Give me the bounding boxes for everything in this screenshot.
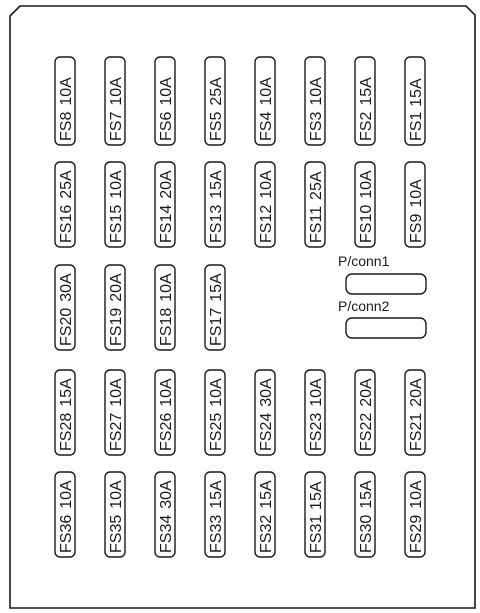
fuse-id: FS17 (208, 307, 225, 346)
fuse-rating: 10A (208, 378, 225, 407)
fuse-id: FS25 (208, 412, 225, 451)
fuse-id: FS9 (408, 213, 425, 243)
fuse-id: FS7 (108, 111, 125, 141)
fuse-label (208, 480, 225, 553)
fuse-id: FS4 (258, 111, 275, 141)
fuse-id: FS2 (358, 111, 375, 141)
fuse-rating: 10A (158, 378, 175, 407)
fuse-fs13 (205, 162, 225, 247)
fuse-rating: 10A (58, 77, 75, 106)
fuse-rating: 10A (258, 77, 275, 106)
fuse-label (408, 378, 425, 451)
fuse-label (58, 378, 75, 451)
fuse-rating: 10A (258, 170, 275, 199)
fuse-id: FS32 (258, 514, 275, 553)
fuse-fs19 (105, 265, 125, 350)
fuse-id: FS34 (158, 514, 175, 553)
fuse-rating: 15A (258, 480, 275, 509)
fuse-rating: 10A (108, 480, 125, 509)
fuse-id: FS1 (408, 112, 425, 141)
fuse-id: FS23 (308, 412, 325, 451)
fuse-fs36 (55, 472, 75, 557)
fuse-id: FS19 (108, 307, 125, 346)
fuse-label (358, 480, 375, 553)
connector-label: P/conn2 (338, 298, 390, 314)
fuse-rating: 15A (58, 378, 75, 407)
fuse-id: FS6 (158, 111, 175, 141)
fuse-label (408, 480, 425, 553)
fuse-id: FS13 (208, 204, 225, 243)
fuse-label (208, 170, 225, 243)
fuse-rating: 20A (158, 170, 175, 199)
fuse-label (358, 170, 375, 243)
fuse-id: FS36 (58, 514, 75, 553)
fuse-rating: 20A (358, 378, 375, 407)
fuse-fs18 (155, 265, 175, 350)
fuse-id: FS12 (258, 204, 275, 243)
fuse-fs31 (305, 472, 325, 557)
fuse-id: FS28 (58, 412, 75, 451)
fuse-rating: 25A (58, 170, 75, 199)
fuse-rating: 30A (58, 273, 75, 302)
fuse-rating: 20A (108, 273, 125, 302)
fuse-rating: 30A (158, 480, 175, 509)
fuse-fs25 (205, 370, 225, 455)
fuse-fs16 (55, 162, 75, 247)
fuse-fs7 (105, 57, 125, 145)
fuse-id: FS5 (208, 111, 225, 141)
fuse-fs26 (155, 370, 175, 455)
fuse-id: FS11 (308, 205, 325, 243)
connector-label: P/conn1 (338, 253, 390, 269)
fuse-fs1 (405, 57, 425, 145)
fuse-id: FS22 (358, 412, 375, 451)
fuse-label (258, 170, 275, 243)
fuse-label (358, 378, 375, 451)
fuse-fs30 (355, 472, 375, 557)
fuse-rating: 15A (308, 481, 325, 510)
fuse-id: FS14 (158, 204, 175, 243)
fuse-label (58, 170, 75, 243)
fuse-rating: 10A (308, 77, 325, 106)
fuse-id: FS27 (108, 412, 125, 451)
fuse-label (158, 378, 175, 451)
connector-socket (346, 318, 426, 338)
fuse-rating: 10A (158, 273, 175, 302)
fuse-id: FS15 (108, 204, 125, 243)
fuse-rating: 10A (308, 378, 325, 407)
fuse-id: FS20 (58, 307, 75, 346)
fuse-id: FS10 (358, 204, 375, 243)
fuse-label (308, 378, 325, 451)
fuse-fs9 (405, 162, 425, 247)
fuse-label (58, 273, 75, 346)
fuse-fs15 (105, 162, 125, 247)
fuse-label (158, 170, 175, 243)
fuse-id: FS35 (108, 514, 125, 553)
fuse-fs5 (205, 57, 225, 145)
fuse-label (258, 378, 275, 451)
fuse-rating: 15A (208, 170, 225, 199)
fuse-rating: 10A (158, 77, 175, 106)
fuse-label (158, 480, 175, 553)
fuse-label (258, 480, 275, 553)
fuse-rating: 15A (208, 480, 225, 509)
fuse-rating: 15A (408, 78, 425, 107)
fuse-id: FS30 (358, 514, 375, 553)
fuse-id: FS33 (208, 514, 225, 553)
fuse-label (108, 378, 125, 451)
fuse-id: FS16 (58, 204, 75, 243)
fuse-fs14 (155, 162, 175, 247)
fuse-id: FS3 (308, 111, 325, 141)
fuse-rating: 25A (308, 171, 325, 200)
fuse-label (108, 273, 125, 346)
fuse-fs10 (355, 162, 375, 247)
fuse-rating: 15A (358, 77, 375, 106)
fuse-fs34 (155, 472, 175, 557)
fuse-fs6 (155, 57, 175, 145)
fuse-rating: 10A (408, 480, 425, 509)
fuse-id: FS8 (58, 111, 75, 141)
fuse-rating: 30A (258, 378, 275, 407)
fuse-rating: 25A (208, 77, 225, 106)
fuse-label (58, 480, 75, 553)
fuse-id: FS26 (158, 412, 175, 451)
fuse-id: FS21 (408, 412, 425, 451)
fuse-fs17 (205, 265, 225, 350)
fuse-label (308, 171, 325, 243)
fuse-label (108, 480, 125, 553)
fuse-fs22 (355, 370, 375, 455)
fuse-rating: 10A (108, 77, 125, 106)
fuse-fs32 (255, 472, 275, 557)
fuse-fs4 (255, 57, 275, 145)
fuse-rating: 10A (408, 179, 425, 208)
fuse-label (158, 273, 175, 346)
fuse-fs29 (405, 472, 425, 557)
fuse-label (308, 481, 325, 553)
fuse-fs3 (305, 57, 325, 145)
fuse-id: FS31 (308, 515, 325, 553)
fuse-rating: 15A (208, 273, 225, 302)
fuse-fs12 (255, 162, 275, 247)
fuse-label (208, 378, 225, 451)
fuse-fs27 (105, 370, 125, 455)
fuse-fs2 (355, 57, 375, 145)
fuse-rating: 10A (58, 480, 75, 509)
fuse-fs33 (205, 472, 225, 557)
fuse-rating: 20A (408, 378, 425, 407)
fuse-rating: 10A (358, 170, 375, 199)
fuse-id: FS18 (158, 307, 175, 346)
fuse-rating: 10A (108, 170, 125, 199)
fuse-fs11 (305, 162, 325, 247)
fuse-fs20 (55, 265, 75, 350)
fuse-fs21 (405, 370, 425, 455)
fuse-label (108, 170, 125, 243)
fuse-id: FS24 (258, 412, 275, 451)
connector-socket (346, 274, 426, 294)
fuse-fs24 (255, 370, 275, 455)
fuse-fs8 (55, 57, 75, 145)
fuse-fs23 (305, 370, 325, 455)
fuse-fs28 (55, 370, 75, 455)
fuse-rating: 10A (108, 378, 125, 407)
fuse-rating: 15A (358, 480, 375, 509)
fuse-id: FS29 (408, 514, 425, 553)
fuse-fs35 (105, 472, 125, 557)
fuse-label (208, 273, 225, 346)
